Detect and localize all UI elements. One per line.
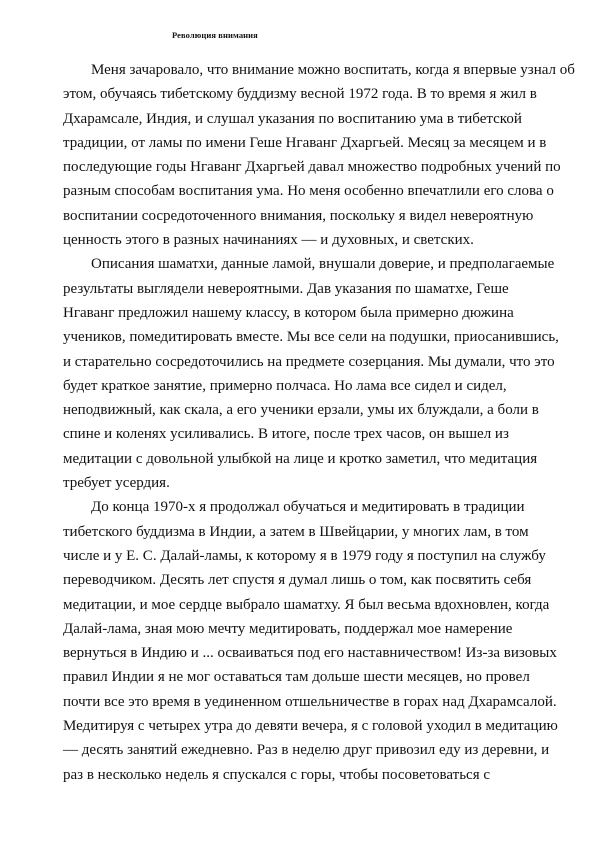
- text-line: тибетского буддизма в Индии, а затем в Швейцарии, у многих лам, в том: [63, 523, 529, 540]
- text-line: ценность этого в разных начинаниях — и духовных, и светских.: [63, 232, 474, 249]
- text-line: Нгаванг предложил нашему классу, в котором была примерно дюжина: [63, 304, 514, 321]
- running-header: Революция внимания: [172, 30, 258, 40]
- text-line: этом, обучаясь тибетскому буддизму весной 1972 года. В то время я жил в: [63, 86, 537, 103]
- text-line: переводчиком. Десять лет спустя я думал лишь о том, как посвятить себя: [63, 572, 532, 589]
- text-line: — десять занятий ежедневно. Раз в неделю друг привозил еду из деревни, и: [63, 742, 550, 759]
- text-line: числе и у Е. С. Далай-ламы, к которому я в 1979 году я поступил на службу: [63, 547, 546, 564]
- text-line: результаты выглядели невероятными. Дав указания по шаматхе, Геше: [63, 280, 509, 297]
- text-line: спине и коленях усиливались. В итоге, после трех часов, он вышел из: [63, 426, 509, 443]
- paragraph-2: [63, 252, 559, 495]
- text-line: учеников, помедитировать вместе. Мы все сели на подушки, приосанившись,: [63, 329, 559, 346]
- paragraph-1: [63, 58, 575, 252]
- text-line: Дхарамсале, Индия, и слушал указания по воспитанию ума в тибетской: [63, 110, 522, 127]
- text-line: разным способам воспитания ума. Но меня особенно впечатлили его слова о: [63, 183, 554, 200]
- text-line: требует усердия.: [63, 475, 170, 492]
- paragraph-3: [63, 495, 558, 787]
- text-line: вернуться в Индию и ... осваиваться под его наставничеством! Из-за визовых: [63, 645, 557, 662]
- text-line: медитации с довольной улыбкой на лице и кротко заметил, что медитация: [63, 450, 538, 467]
- body-text: [63, 58, 575, 787]
- text-line: воспитании сосредоточенного внимания, поскольку я видел невероятную: [63, 207, 534, 224]
- text-line: и старательно сосредоточились на предмете созерцания. Мы думали, что это: [63, 353, 555, 370]
- text-line: До конца 1970-х я продолжал обучаться и медитировать в традиции: [91, 499, 525, 516]
- text-line: Медитируя с четырех утра до девяти вечера, я с головой уходил в медитацию: [63, 718, 558, 735]
- text-line: Далай-лама, зная мою мечту медитировать, поддержал мое намерение: [63, 620, 513, 637]
- text-line: традиции, от ламы по имени Геше Нгаванг Дхаргьей. Месяц за месяцем и в: [63, 134, 547, 151]
- text-line: Меня зачаровало, что внимание можно воспитать, когда я впервые узнал об: [91, 62, 575, 78]
- text-line: Описания шаматхи, данные ламой, внушали доверие, и предполагаемые: [91, 256, 555, 273]
- text-line: правил Индии я не мог оставаться там дольше шести месяцев, но провел: [63, 669, 530, 686]
- text-line: раз в несколько недель я спускался с горы, чтобы посоветоваться с: [63, 766, 491, 783]
- text-line: медитации, и мое сердце выбрало шаматху. Я был весьма вдохновлен, когда: [63, 596, 550, 613]
- text-line: последующие годы Нгаванг Дхаргьей давал множество подробных учений по: [63, 159, 561, 176]
- text-line: почти все это время в уединенном отшельничестве в горах над Дхарамсалой.: [63, 693, 557, 710]
- text-line: будет краткое занятие, примерно полчаса. Но лама все сидел и сидел,: [63, 377, 507, 394]
- text-line: неподвижный, как скала, а его ученики ерзали, умы их блуждали, а боли в: [63, 402, 539, 419]
